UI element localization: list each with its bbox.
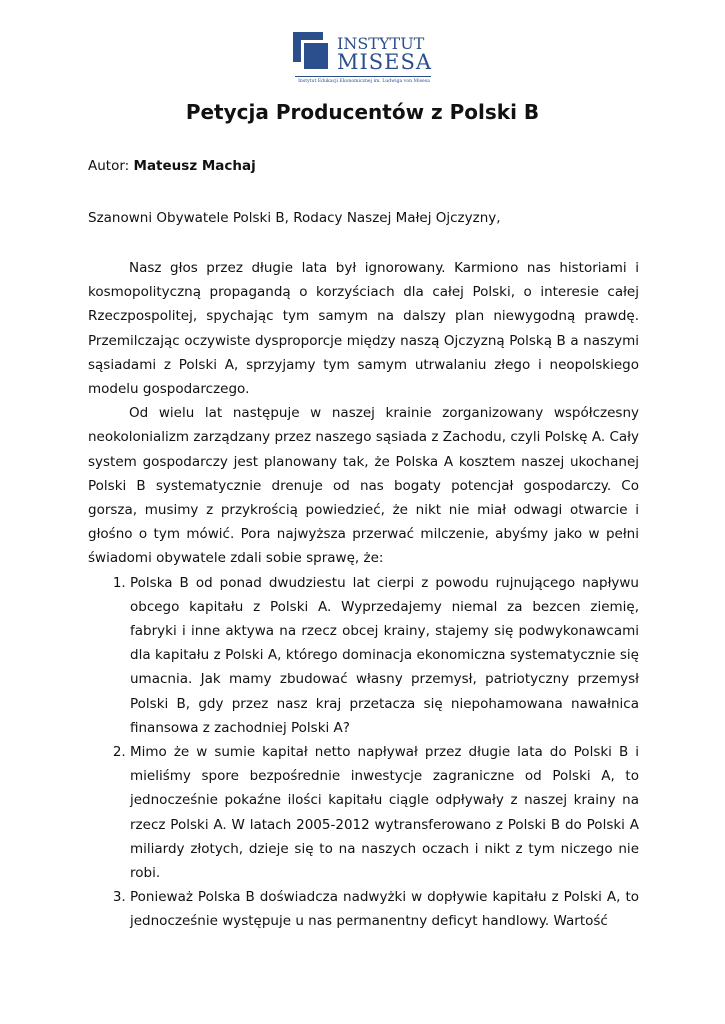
logo-line-2: MISESA <box>337 50 433 74</box>
list-item: 3. Ponieważ Polska B doświadcza nadwyżki w dopływie kapitału z Polski A, to jednocześnie występuje u nas permanentny deficyt handlowy. Wartość <box>130 885 639 933</box>
author-label: Autor: <box>88 158 130 174</box>
greeting: Szanowni Obywatele Polski B, Rodacy Naszej Małej Ojczyzny, <box>88 210 501 226</box>
logo-line-1: INSTYTUT <box>337 34 425 53</box>
logo-subtitle: Instytut Edukacji Ekonomicznej im. Ludwiga von Misesa <box>298 79 430 84</box>
logo-rule <box>295 76 431 77</box>
author-name: Mateusz Machaj <box>133 158 256 174</box>
numbered-list <box>88 571 639 934</box>
document-body <box>88 256 639 934</box>
paragraph-1: Nasz głos przez długie lata był ignorowany. Karmiono nas historiami i kosmopolityczną propagandą o korzyściach dla całej Polski, o interesie całej Rzeczpospolitej, spychając tym samym na dalszy plan niewygodną prawdę. Przemilczając oczywiste dysproporcje między naszą Ojczyzną Polską B a naszymi sąsiadami z Polski A, sprzyjamy tym samym utrwalaniu złego i neopolskiego modelu gospodarczego. <box>88 260 639 398</box>
logo-mark-icon <box>293 32 331 72</box>
list-item: 2. Mimo że w sumie kapitał netto napływał przez długie lata do Polski B i mieliśmy spore bezpośrednie inwestycje zagraniczne od Polski A, to jednocześnie pokaźne ilości kapitału ciągle odpływały z naszej krainy na rzecz Polski A. W latach 2005-2012 wytransferowano z Polski B do Polski A miliardy złotych, dzieje się to na naszych oczach i nikt z tym niczego nie robi. <box>130 740 639 885</box>
list-item: 1. Polska B od ponad dwudziestu lat cierpi z powodu rujnującego napływu obcego kapitału z Polski A. Wyprzedajemy niemal za bezcen ziemię, fabryki i inne aktywa na rzecz obcej krainy, stajemy się podwykonawcami dla kapitału z Polski A, którego dominacja ekonomiczna systematycznie się umacnia. Jak mamy zbudować własny przemysł, patriotyczny przemysł Polski B, gdy przez nasz kraj przetacza się niepohamowana nawałnica finansowa z zachodniej Polski A? <box>130 571 639 740</box>
author-line <box>88 158 256 174</box>
document-title: Petycja Producentów z Polski B <box>185 100 540 124</box>
paragraph-2: Od wielu lat następuje w naszej krainie zorganizowany współczesny neokolonializm zarządzany przez naszego sąsiada z Zachodu, czyli Polskę A. Cały system gospodarczy jest planowany tak, że Polska A kosztem naszej ukochanej Polski B systematycznie drenuje od nas bogaty potencjał gospodarczy. Co gorsza, musimy z przykrością powiedzieć, że nikt nie miał odwagi otwarcie i głośno o tym mówić. Pora najwyższa przerwać milczenie, abyśmy jako w pełni świadomi obywatele zdali sobie sprawę, że: <box>88 405 639 567</box>
instytut-misesa-logo <box>291 30 433 90</box>
